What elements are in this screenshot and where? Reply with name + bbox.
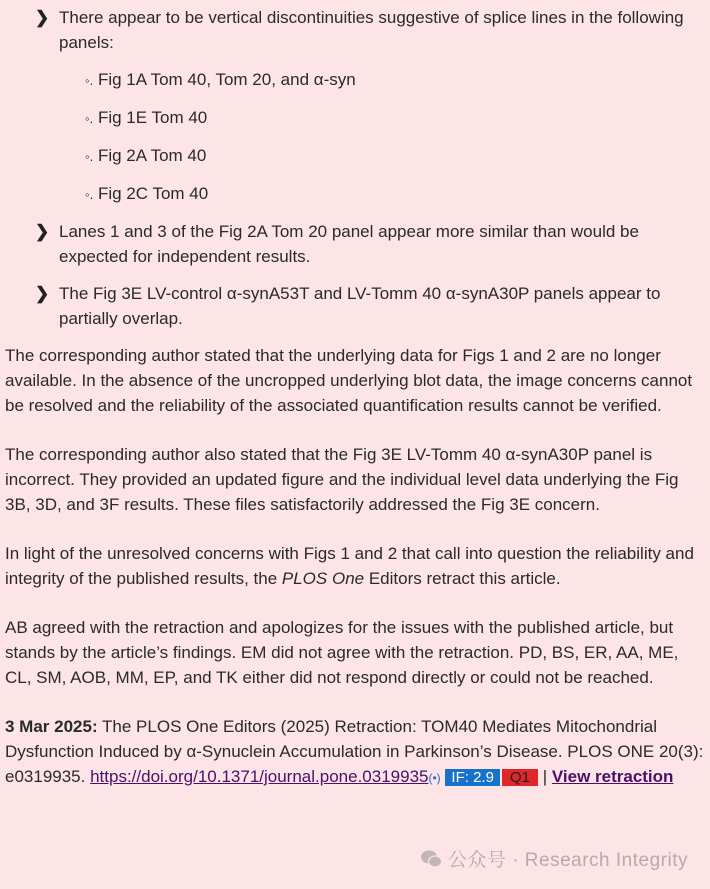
- panel-text: Fig 2A Tom 40: [97, 146, 207, 165]
- panel-text: Fig 1E Tom 40: [97, 108, 208, 127]
- concern-item: [5, 219, 707, 269]
- altmetric-icon[interactable]: (•): [428, 771, 441, 785]
- chevron-right-icon: ❯: [35, 222, 50, 241]
- watermark-text: 公众号 · Research Integrity: [447, 850, 688, 871]
- journal-name: PLOS One: [281, 569, 365, 588]
- citation-text: The PLOS One Editors (2025) Retraction: TOM40 Mediates Mitochondrial Dysfunction Induced by α-Synuclein Accumulation in Parkinson’s Disease. PLOS ONE 20(3): e0319935.: [5, 717, 704, 786]
- panel-item: [85, 143, 707, 169]
- bullet-marker: ◦.: [85, 111, 94, 126]
- paragraph-data-unavailable: The corresponding author stated that the underlying data for Figs 1 and 2 are no longer available. In the absence of the uncropped underlying blot data, the image concerns cannot be resolved and the reliability of the associated quantification results cannot be verified.: [5, 346, 693, 415]
- concern-text: The Fig 3E LV-control α-synA53T and LV-Tomm 40 α-synA30P panels appear to partially overlap.: [59, 284, 661, 328]
- concern-text: There appear to be vertical discontinuities suggestive of splice lines in the following panels:: [59, 8, 684, 52]
- panel-item: [85, 67, 707, 93]
- watermark: [420, 848, 688, 873]
- panel-text: Fig 1A Tom 40, Tom 20, and α-syn: [97, 70, 356, 89]
- chevron-right-icon: ❯: [35, 8, 50, 27]
- citation-date: 3 Mar 2025:: [5, 717, 98, 736]
- view-retraction-link[interactable]: View retraction: [551, 767, 674, 786]
- bullet-marker: ◦.: [85, 187, 94, 202]
- quartile-badge: Q1: [502, 769, 538, 786]
- bullet-marker: ◦.: [85, 149, 94, 164]
- concern-text: Lanes 1 and 3 of the Fig 2A Tom 20 panel appear more similar than would be expected for independent results.: [59, 222, 639, 266]
- panel-item: [85, 105, 707, 131]
- paragraph-retraction-decision: In light of the unresolved concerns with Figs 1 and 2 that call into question the reliability and integrity of the published results, the PLOS One Editors retract this article.: [5, 544, 694, 588]
- retraction-notice: [5, 5, 707, 815]
- paragraph-author-responses: AB agreed with the retraction and apologizes for the issues with the published article, but stands by the article’s findings. EM did not agree with the retraction. PD, BS, ER, AA, ME, CL, SM, AOB, MM, EP, and TK either did not respond directly or could not be reached.: [5, 618, 679, 687]
- concern-item: [5, 5, 707, 207]
- citation: [5, 714, 707, 791]
- bullet-marker: ◦.: [85, 73, 94, 88]
- concern-item: [5, 281, 707, 331]
- impact-factor-badge: IF: 2.9: [445, 769, 500, 786]
- chevron-right-icon: ❯: [35, 284, 50, 303]
- separator: |: [542, 767, 548, 786]
- wechat-icon: [420, 849, 442, 869]
- panel-item: [85, 181, 707, 207]
- concern-list: [5, 5, 707, 331]
- paragraph-updated-figure: The corresponding author also stated that the Fig 3E LV-Tomm 40 α-synA30P panel is incorrect. They provided an updated figure and the individual level data underlying the Fig 3B, 3D, and 3F results. These files satisfactorily addressed the Fig 3E concern.: [5, 445, 679, 514]
- doi-link[interactable]: https://doi.org/10.1371/journal.pone.0319935: [90, 767, 429, 786]
- panel-text: Fig 2C Tom 40: [97, 184, 209, 203]
- panel-list: [59, 67, 707, 207]
